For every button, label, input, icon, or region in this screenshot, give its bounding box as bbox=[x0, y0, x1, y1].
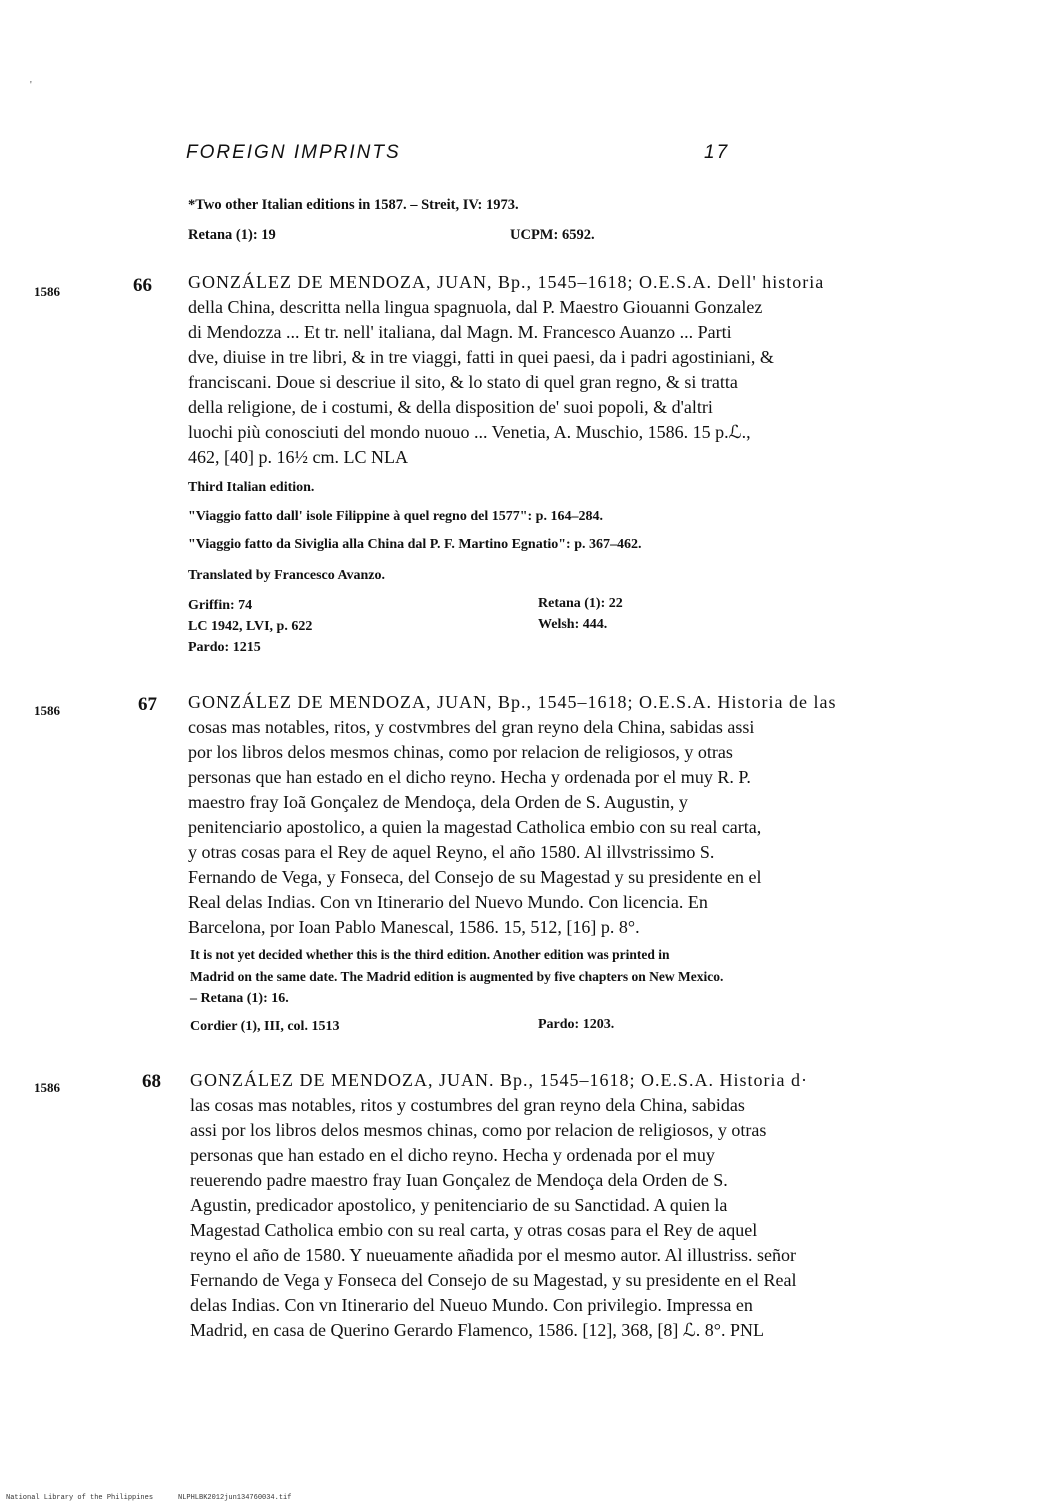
entry-67-body bbox=[188, 690, 878, 940]
entry-67-ref-left: Cordier (1), III, col. 1513 bbox=[190, 1019, 340, 1034]
entry-68-body bbox=[190, 1068, 880, 1343]
entry-66-ref-left: Griffin: 74 bbox=[188, 598, 253, 613]
entry-66-line: GONZÁLEZ DE MENDOZA, JUAN, Bp., 1545–1618; O.E.S.A. Dell' historia bbox=[188, 272, 825, 292]
entry-67-note: – Retana (1): 16. bbox=[190, 991, 289, 1006]
entry-67-line: Barcelona, por Ioan Pablo Manescal, 1586. 15, 512, [16] p. 8°. bbox=[188, 917, 640, 937]
entry-67-line: Fernando de Vega, y Fonseca, del Consejo de su Magestad y su presidente en el bbox=[188, 867, 762, 887]
entry-66-ref-left: LC 1942, LVI, p. 622 bbox=[188, 619, 313, 634]
entry-68-number: 68 bbox=[142, 1071, 161, 1092]
entry-68-line: las cosas mas notables, ritos y costumbres del gran reyno dela China, sabidas bbox=[190, 1095, 745, 1115]
entry-66-ref-right: Welsh: 444. bbox=[538, 617, 608, 632]
entry-67-line: por los libros delos mesmos chinas, como por relacion de religiosos, y otras bbox=[188, 742, 733, 762]
entry-68-line: reyno el año de 1580. Y nueuamente añadida por el mesmo autor. Al illustriss. señor bbox=[190, 1245, 797, 1265]
footer-filename: NLPHLBK2012jun134760034.tif bbox=[178, 1494, 292, 1502]
top-ref-right: UCPM: 6592. bbox=[510, 227, 595, 243]
entry-67-line: penitenciario apostolico, a quien la magestad Catholica embio con su real carta, bbox=[188, 817, 762, 837]
top-ref-left: Retana (1): 19 bbox=[188, 227, 276, 243]
entry-68-line: reuerendo padre maestro fray Iuan Gonçalez de Mendoça dela Orden de S. bbox=[190, 1170, 728, 1190]
entry-66-line: 462, [40] p. 16½ cm. LC NLA bbox=[188, 447, 408, 467]
entry-67-number: 67 bbox=[138, 694, 157, 715]
entry-66-line: della China, descritta nella lingua spagnuola, dal P. Maestro Giouanni Gonzalez bbox=[188, 297, 763, 317]
entry-66-body bbox=[188, 270, 878, 470]
entry-67-note: Madrid on the same date. The Madrid edition is augmented by five chapters on New Mexico. bbox=[190, 969, 724, 984]
top-note: *Two other Italian editions in 1587. – Streit, IV: 1973. bbox=[188, 197, 519, 213]
entry-66-ref-left: Pardo: 1215 bbox=[188, 640, 261, 655]
entry-68-year: 1586 bbox=[34, 1080, 60, 1095]
entry-68-line: GONZÁLEZ DE MENDOZA, JUAN. Bp., 1545–1618; O.E.S.A. Historia d· bbox=[190, 1070, 808, 1090]
entry-66-line: della religione, de i costumi, & della disposition de' suoi popoli, & d'altri bbox=[188, 397, 713, 417]
entry-68-line: personas que han estado en el dicho reyno. Hecha y ordenada por el muy bbox=[190, 1145, 715, 1165]
entry-66-note: "Viaggio fatto da Siviglia alla China dal P. F. Martino Egnatio": p. 367–462. bbox=[188, 537, 642, 552]
entry-67-year: 1586 bbox=[34, 703, 60, 718]
entry-66-ref-right: Retana (1): 22 bbox=[538, 596, 623, 611]
entry-67-line: Real delas Indias. Con vn Itinerario del Nuevo Mundo. Con licencia. En bbox=[188, 892, 708, 912]
entry-66-year: 1586 bbox=[34, 284, 60, 299]
entry-67-line: GONZÁLEZ DE MENDOZA, JUAN, Bp., 1545–1618; O.E.S.A. Historia de las bbox=[188, 692, 837, 712]
entry-67-ref-right: Pardo: 1203. bbox=[538, 1017, 615, 1032]
entry-67-line: personas que han estado en el dicho reyno. Hecha y ordenada por el muy R. P. bbox=[188, 767, 751, 787]
entry-67-note: It is not yet decided whether this is the third edition. Another edition was printed in bbox=[190, 947, 670, 962]
stray-mark: ' bbox=[30, 80, 32, 91]
entry-68-line: assi por los libros delos mesmos chinas, como por relacion de religiosos, y otras bbox=[190, 1120, 767, 1140]
entry-66-line: luochi più conosciuti del mondo nuouo ... Venetia, A. Muschio, 1586. 15 p.ℒ., bbox=[188, 422, 751, 442]
entry-67-line: y otras cosas para el Rey de aquel Reyno, el año 1580. Al illvstrissimo S. bbox=[188, 842, 715, 862]
page-number: 17 bbox=[704, 142, 730, 163]
entry-66-line: di Mendozza ... Et tr. nell' italiana, dal Magn. M. Francesco Auanzo ... Parti bbox=[188, 322, 732, 342]
entry-66-note: "Viaggio fatto dall' isole Filippine à quel regno del 1577": p. 164–284. bbox=[188, 509, 603, 524]
entry-66-note: Third Italian edition. bbox=[188, 480, 315, 495]
entry-68-line: Fernando de Vega y Fonseca del Consejo de su Magestad, y su presidente en el Real bbox=[190, 1270, 797, 1290]
entry-66-line: franciscani. Doue si descriue il sito, & lo stato di quel gran regno, & si tratta bbox=[188, 372, 738, 392]
entry-68-line: Magestad Catholica embio con su real carta, y otras cosas para el Rey de aquel bbox=[190, 1220, 758, 1240]
entry-66-note: Translated by Francesco Avanzo. bbox=[188, 568, 386, 583]
entry-68-line: delas Indias. Con vn Itinerario del Nueuo Mundo. Con privilegio. Impressa en bbox=[190, 1295, 753, 1315]
entry-66-line: dve, diuise in tre libri, & in tre viaggi, fatti in quei paesi, da i padri agostiniani, & bbox=[188, 347, 774, 367]
entry-66-number: 66 bbox=[133, 275, 152, 296]
running-header: FOREIGN IMPRINTS bbox=[186, 142, 401, 163]
entry-67-line: cosas mas notables, ritos, y costvmbres del gran reyno dela China, sabidas assi bbox=[188, 717, 755, 737]
footer-source: National Library of the Philippines bbox=[6, 1494, 154, 1502]
entry-68-line: Madrid, en casa de Querino Gerardo Flamenco, 1586. [12], 368, [8] ℒ. 8°. PNL bbox=[190, 1320, 765, 1340]
entry-67-line: maestro fray Ioã Gonçalez de Mendoça, dela Orden de S. Augustin, y bbox=[188, 792, 688, 812]
entry-68-line: Agustin, predicador apostolico, y penitenciario de su Sanctidad. A quien la bbox=[190, 1195, 728, 1215]
